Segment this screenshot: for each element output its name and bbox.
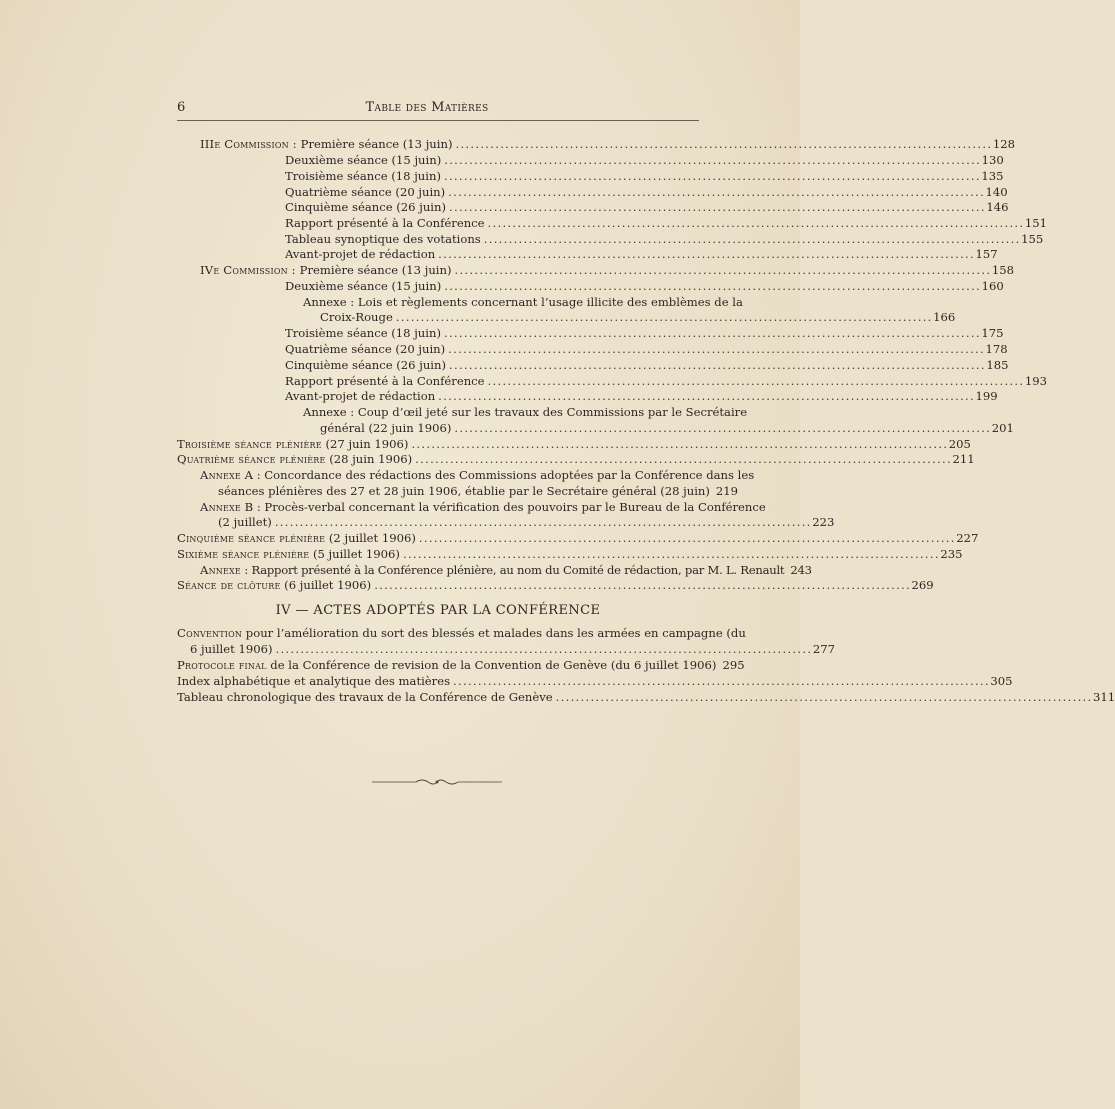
toc-text: 6 juillet 1906) — [190, 642, 273, 656]
toc-text: Rapport présenté à la Conférence — [285, 374, 485, 388]
toc-entry — [285, 389, 998, 404]
toc-entry — [177, 531, 979, 546]
toc-leader — [488, 374, 1022, 389]
toc-leader — [444, 326, 978, 341]
toc-heading: Quatrième séance plénière — [177, 452, 326, 466]
toc-text: Quatrième séance (20 juin) — [285, 185, 446, 199]
toc-leader — [419, 531, 953, 546]
toc-text: Première séance (13 juin) — [299, 263, 452, 277]
section-title: IV — ACTES ADOPTÉS PAR LA CONFÉRENCE — [275, 603, 601, 618]
toc-entry — [320, 421, 1014, 436]
toc-page: 185 — [986, 358, 1009, 372]
toc-page: 155 — [1021, 232, 1044, 246]
ornament-divider-icon — [372, 777, 502, 787]
toc-heading: Sixième séance plénière — [177, 547, 310, 561]
toc-text: Croix-Rouge — [320, 310, 393, 324]
toc-leader — [556, 690, 1090, 705]
toc-entry — [285, 247, 998, 262]
toc-entry — [200, 263, 1014, 278]
toc-text: (2 juillet 1906) — [325, 531, 416, 545]
toc-leader — [374, 578, 908, 593]
toc-page: 269 — [911, 578, 934, 592]
toc-leader — [448, 342, 982, 357]
toc-page: 277 — [812, 642, 835, 656]
toc-prefix: IVe Commission : — [200, 263, 300, 277]
toc-heading: Annexe — [200, 468, 241, 482]
toc-entry — [320, 310, 956, 325]
toc-page: 295 — [722, 658, 745, 672]
toc-entry — [285, 169, 1004, 184]
toc-leader — [449, 358, 983, 373]
toc-page: 157 — [975, 247, 998, 261]
toc-page: 205 — [948, 437, 971, 451]
toc-text: Index alphabétique et analytique des matières — [177, 674, 451, 688]
toc-text: (6 juillet 1906) — [280, 578, 372, 592]
toc-text: Troisième séance (18 juin) — [285, 169, 441, 183]
toc-entry — [285, 216, 1048, 231]
toc-text: de la Conférence de revision de la Convention de Genève (du 6 juillet 1906) — [266, 658, 717, 672]
toc-leader — [275, 642, 809, 657]
toc-leader — [455, 137, 989, 152]
toc-page: 128 — [992, 137, 1015, 151]
toc-page: 158 — [991, 263, 1014, 277]
toc-text: (5 juillet 1906) — [309, 547, 400, 561]
header-rule — [177, 120, 699, 121]
toc-page: 243 — [790, 563, 812, 577]
toc-text: (2 juillet) — [218, 515, 272, 529]
toc-page: 211 — [952, 452, 975, 466]
toc-page: 311 — [1093, 690, 1115, 704]
toc-annex-line: Annexe : Coup d’œil jeté sur les travaux des Commissions par le Secrétaire — [303, 405, 748, 419]
toc-entry — [285, 279, 1004, 294]
toc-text: (27 juin 1906) — [321, 437, 409, 451]
toc-text: Deuxième séance (15 juin) — [285, 279, 442, 293]
toc-leader — [438, 247, 972, 262]
toc-text: B : Procès-verbal concernant la vérification des pouvoirs par le Bureau de la Conférence — [240, 500, 766, 514]
toc-leader — [444, 153, 978, 168]
toc-page: 166 — [933, 310, 956, 324]
toc-entry — [177, 674, 1013, 689]
toc-entry — [285, 200, 1009, 215]
toc-entry — [177, 452, 975, 467]
toc-leader — [454, 421, 988, 436]
toc-entry — [200, 137, 1015, 152]
toc-annex-line: Annexe : Lois et règlements concernant l’usage illicite des emblèmes de la — [303, 295, 743, 309]
toc-text: (28 juin 1906) — [325, 452, 413, 466]
toc-page: 227 — [956, 531, 979, 545]
toc-page: 199 — [975, 389, 998, 403]
toc-entry — [177, 658, 745, 673]
toc-entry — [285, 374, 1048, 389]
toc-leader — [444, 169, 978, 184]
toc-page: 235 — [940, 547, 963, 561]
toc-leader — [396, 310, 930, 325]
toc-leader — [275, 515, 809, 530]
toc-annex-line — [177, 626, 746, 641]
toc-leader — [415, 452, 949, 467]
toc-page: 219 — [715, 484, 739, 498]
toc-entry — [218, 515, 835, 530]
toc-leader — [448, 185, 982, 200]
toc-text: Tableau synoptique des votations — [285, 232, 481, 246]
toc-heading: Annexe — [200, 563, 241, 577]
toc-heading: Protocole final — [177, 658, 267, 672]
toc-heading: Convention — [177, 626, 243, 640]
toc-text: Troisième séance (18 juin) — [285, 326, 441, 340]
toc-heading: Séance de clôture — [177, 578, 281, 592]
toc-text: Première séance (13 juin) — [300, 137, 453, 151]
toc-page: 160 — [981, 279, 1004, 293]
toc-entry — [285, 185, 1008, 200]
toc-text: Avant-projet de rédaction — [285, 389, 436, 403]
toc-page: 175 — [981, 326, 1004, 340]
toc-prefix: IIIe Commission : — [200, 137, 301, 151]
toc-text: séances plénières des 27 et 28 juin 1906, établie par le Secrétaire général (28 juin) — [218, 484, 710, 498]
toc-entry — [218, 484, 739, 499]
page-header — [177, 100, 677, 120]
toc-heading: Annexe — [200, 500, 241, 514]
toc-leader — [484, 232, 1018, 247]
toc-leader — [444, 279, 978, 294]
toc-entry — [177, 690, 1115, 705]
toc-annex-line — [200, 500, 766, 515]
toc-page: 146 — [986, 200, 1009, 214]
toc-page: 305 — [990, 674, 1013, 688]
toc-annex-line — [200, 468, 754, 483]
toc-text: Rapport présenté à la Conférence — [285, 216, 485, 230]
toc-page: 178 — [985, 342, 1008, 356]
toc-entry — [190, 642, 835, 657]
toc-text: Deuxième séance (15 juin) — [285, 153, 442, 167]
toc-entry — [285, 326, 1004, 341]
toc-page: 223 — [812, 515, 835, 529]
toc-text: Cinquième séance (26 juin) — [285, 200, 446, 214]
toc-text: Tableau chronologique des travaux de la Conférence de Genève — [177, 690, 553, 704]
toc-text: général (22 juin 1906) — [320, 421, 452, 435]
toc-entry — [285, 342, 1008, 357]
toc-leader — [449, 200, 983, 215]
toc-page: 193 — [1024, 374, 1048, 388]
toc-entry — [285, 358, 1009, 373]
toc-heading: Cinquième séance plénière — [177, 531, 326, 545]
toc-entry — [177, 578, 934, 593]
toc-leader — [453, 674, 987, 689]
toc-entry — [177, 437, 971, 452]
toc-page: 201 — [991, 421, 1014, 435]
toc-leader — [488, 216, 1022, 231]
toc-text: Avant-projet de rédaction — [285, 247, 436, 261]
toc-leader — [403, 547, 937, 562]
toc-leader — [454, 263, 988, 278]
toc-page: 151 — [1024, 216, 1048, 230]
toc-page: 135 — [981, 169, 1004, 183]
toc-text: A : Concordance des rédactions des Commissions adoptées par la Conférence dans les — [240, 468, 755, 482]
page-number: 6 — [177, 100, 186, 115]
toc-entry — [200, 563, 812, 578]
toc-text: Cinquième séance (26 juin) — [285, 358, 446, 372]
toc-page: 140 — [985, 185, 1008, 199]
toc-entry — [285, 232, 1044, 247]
toc-text: : Rapport présenté à la Conférence plénière, au nom du Comité de rédaction, par M. L. Renault — [240, 563, 785, 577]
toc-heading: Troisième séance plénière — [177, 437, 322, 451]
toc-page: 130 — [981, 153, 1004, 167]
toc-leader — [411, 437, 945, 452]
toc-text: Quatrième séance (20 juin) — [285, 342, 446, 356]
toc-entry — [285, 153, 1004, 168]
toc-text: pour l’amélioration du sort des blessés et malades dans les armées en campagne (du — [242, 626, 746, 640]
toc-leader — [438, 389, 972, 404]
running-title: Table des Matières — [365, 100, 489, 115]
toc-entry — [177, 547, 963, 562]
